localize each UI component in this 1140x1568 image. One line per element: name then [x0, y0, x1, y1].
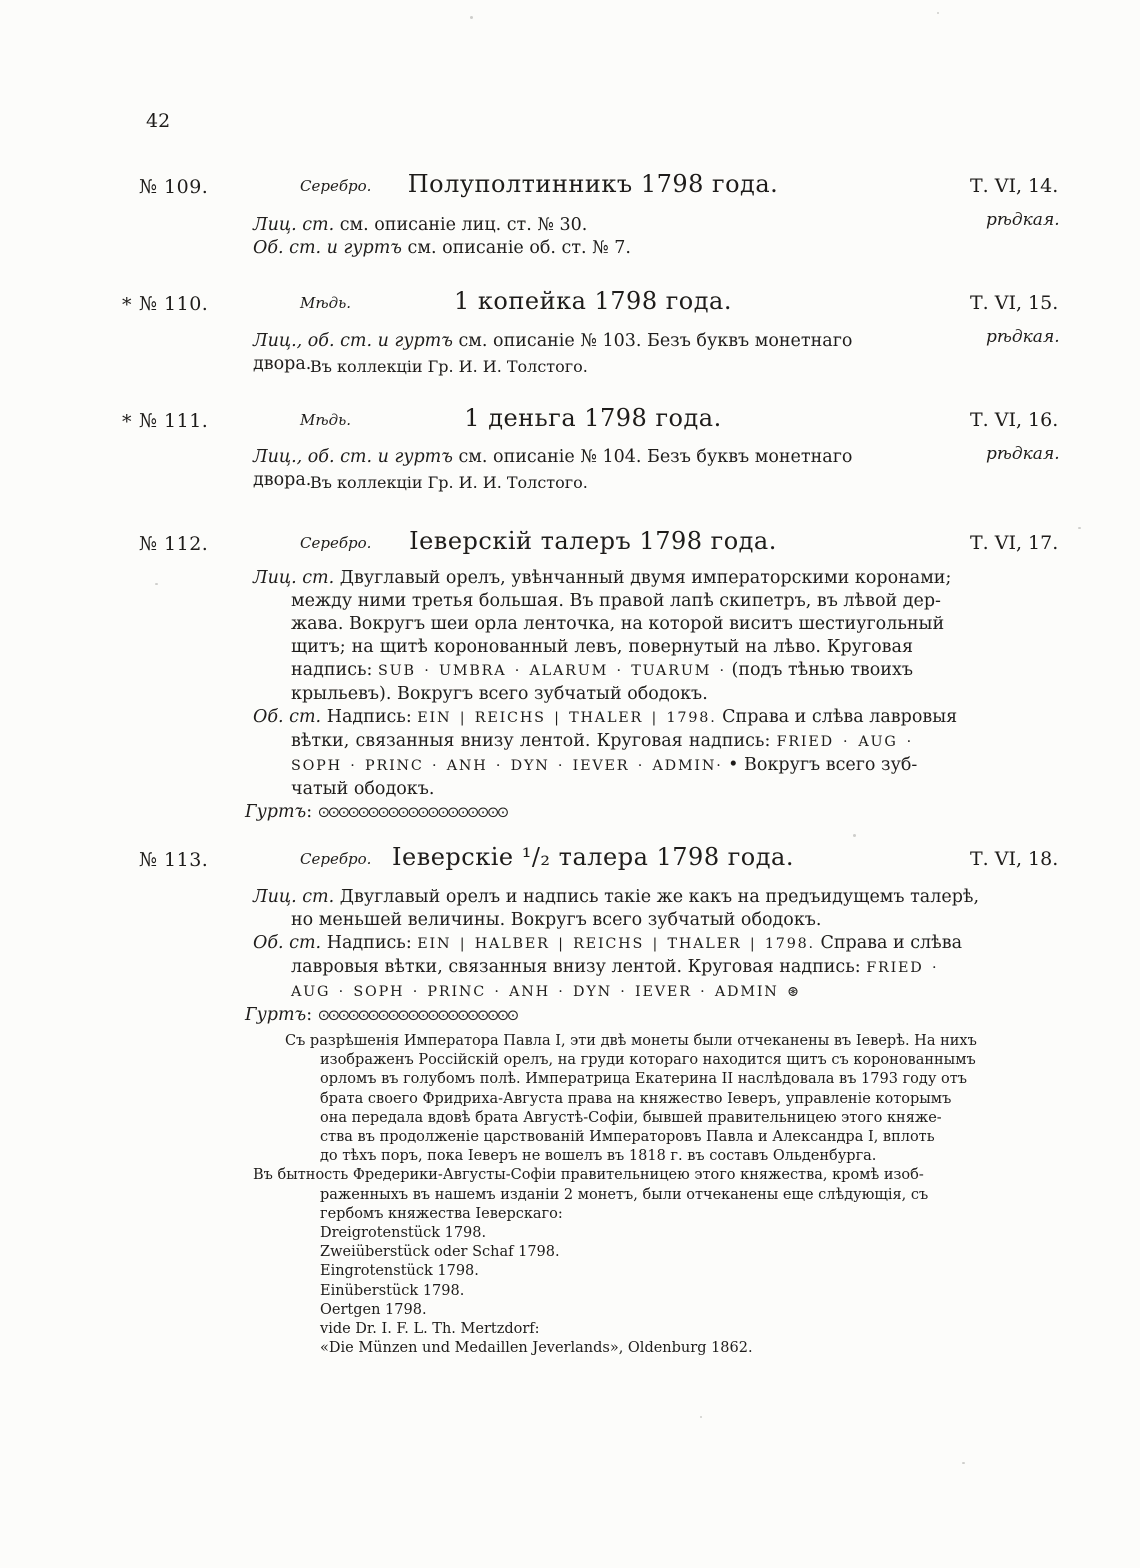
material-label: Серебро.: [300, 534, 372, 552]
italic-segment: Об. ст.: [253, 707, 322, 727]
italic-segment: Лиц., об. ст. и гуртъ: [253, 331, 453, 351]
entry-number: № 111.: [139, 410, 209, 432]
text-segment: надпись:: [291, 660, 378, 680]
text-segment: Двуглавый орелъ, увѣнчанный двумя императорскими коронами;: [334, 568, 952, 588]
text-line: [253, 932, 963, 956]
scan-speck: [962, 1462, 965, 1464]
italic-segment: Лиц. ст.: [253, 887, 335, 907]
entry-number: № 113.: [139, 849, 209, 871]
entry-title: Іеверскіе ¹/₂ талера 1798 года.: [392, 843, 794, 871]
text-line: [253, 636, 913, 659]
text-line: [253, 1032, 977, 1051]
text-line: [253, 956, 939, 980]
text-line: [253, 778, 913, 801]
edge-inscription: [245, 801, 913, 824]
list-item: Dreigrotenstück 1798.: [320, 1225, 487, 1242]
plate-reference: Т. VI, 18.: [970, 848, 1059, 870]
scan-speck: [700, 1416, 702, 1418]
text-segment: Надпись:: [321, 707, 418, 727]
text-line: [253, 1186, 929, 1205]
page-number: 42: [146, 110, 171, 132]
italic-segment: Лиц. ст.: [253, 568, 335, 588]
list-item: «Die Münzen und Medaillen Jeverlands», Oldenburg 1862.: [320, 1340, 753, 1357]
collection-note: Въ коллекціи Гр. И. И. Толстого.: [310, 473, 588, 492]
text-line: [253, 613, 945, 636]
italic-segment: Об. ст.: [253, 933, 322, 953]
material-label: Серебро.: [300, 177, 372, 195]
text-segment: см. описаніе лиц. ст. № 30.: [334, 215, 588, 235]
scan-speck: [937, 12, 939, 14]
text-segment: см. описаніе об. ст. № 7.: [401, 238, 631, 258]
list-item: Zweiüberstück oder Schaf 1798.: [320, 1244, 560, 1261]
text-segment: щитъ; на щитѣ коронованный левъ, повернутый на лѣво. Круговая: [291, 637, 913, 657]
text-segment: Въ бытность Фредерики-Августы-Софіи правительницею этого княжества, кромѣ изоб-: [253, 1167, 924, 1184]
text-segment: :: [306, 1005, 318, 1025]
entry-number: № 112.: [139, 533, 209, 555]
chain-ornament: ⊙⊙⊙⊙⊙⊙⊙⊙⊙⊙⊙⊙⊙⊙⊙⊙⊙⊙⊙⊙: [317, 1006, 517, 1024]
text-line: [253, 1051, 976, 1070]
entry-title: 1 деньга 1798 года.: [464, 404, 722, 432]
text-segment: но меньшей величины. Вокругъ всего зубчатый ободокъ.: [291, 910, 822, 930]
rarity-note: рѣдкая.: [986, 327, 1060, 347]
inscription-segment: SOPH · PRINC · ANH · DYN · IEVER · ADMIN·: [291, 758, 723, 774]
collection-note: Въ коллекціи Гр. И. И. Толстого.: [310, 357, 588, 376]
entry-description: [245, 886, 980, 1027]
text-line: [253, 214, 913, 237]
text-segment: лавровыя вѣтки, связанныя внизу лентой. Круговая надпись:: [291, 957, 867, 977]
text-line: [253, 886, 980, 909]
inscription-segment: EIN | HALBER | REICHS | THALER | 1798.: [417, 936, 815, 952]
text-segment: между ними третья большая. Въ правой лапѣ скипетръ, въ лѣвой дер-: [291, 591, 941, 611]
text-segment: крыльевъ). Вокругъ всего зубчатый ободокъ.: [291, 684, 708, 704]
text-segment: • Вокругъ всего зуб-: [722, 755, 918, 775]
reverse-description: [253, 932, 963, 1004]
inscription-segment: SUB · UMBRA · ALARUM · TUARUM ·: [378, 663, 726, 679]
text-line: [253, 1128, 935, 1147]
inscription-segment: FRIED ·: [866, 960, 939, 976]
entry-title: Іеверскій талеръ 1798 года.: [409, 527, 777, 555]
list-item: Einüberstück 1798.: [320, 1282, 465, 1299]
text-segment: ства въ продолженіе царствованій Императоровъ Павла и Александра I, вплоть: [320, 1129, 935, 1146]
text-segment: (подъ тѣнью твоихъ: [725, 660, 913, 680]
text-line: [253, 754, 918, 778]
inscription-segment: FRIED · AUG ·: [776, 734, 913, 750]
text-segment: Двуглавый орелъ и надпись такіе же какъ на предъидущемъ талерѣ,: [334, 887, 980, 907]
entry-description: [245, 567, 958, 824]
text-line: [253, 1109, 942, 1128]
star-marker: *: [122, 411, 132, 433]
text-line: [253, 1070, 967, 1089]
text-line: [253, 237, 913, 260]
list-item: vide Dr. I. F. L. Th. Mertzdorf:: [320, 1321, 540, 1338]
text-segment: Съ разрѣшенія Императора Павла I, эти двѣ монеты были отчеканены въ Іеверѣ. На нихъ: [285, 1033, 977, 1049]
text-segment: Справа и слѣва лавровыя: [716, 707, 958, 727]
obverse-description: [253, 567, 952, 706]
text-line: [253, 567, 952, 590]
text-segment: изображенъ Россійскій орелъ, на груди котораго находится щитъ съ коронованнымъ: [320, 1052, 976, 1069]
list-item: Eingrotenstück 1798.: [320, 1263, 479, 1280]
entry-title: 1 копейка 1798 года.: [454, 287, 732, 315]
text-segment: раженныхъ въ нашемъ изданіи 2 монетъ, были отчеканены еще слѣдующія, съ: [320, 1186, 929, 1203]
material-label: Серебро.: [300, 850, 372, 868]
obverse-description: [253, 886, 980, 932]
text-segment: см. описаніе № 103. Безъ буквъ монетнаго двора.: [253, 331, 853, 374]
material-label: Мѣдь.: [300, 294, 352, 312]
rarity-note: рѣдкая.: [986, 444, 1060, 464]
text-segment: орломъ въ голубомъ полѣ. Императрица Екатерина II наслѣдовала въ 1793 году отъ: [320, 1071, 967, 1088]
text-line: [253, 980, 913, 1004]
text-line: [253, 909, 913, 932]
text-segment: чатый ободокъ.: [291, 779, 435, 799]
text-line: [253, 683, 913, 706]
italic-segment: Лиц. ст.: [253, 215, 335, 235]
text-line: [253, 659, 913, 683]
text-segment: брата своего Фридриха-Августа права на княжество Іеверъ, управленіе которымъ: [320, 1090, 952, 1107]
scan-speck: [470, 16, 473, 19]
text-line: [253, 590, 941, 613]
text-segment: жава. Вокругъ шеи орла ленточка, на которой виситъ шестиугольный: [291, 614, 945, 634]
chain-ornament: ⊙⊙⊙⊙⊙⊙⊙⊙⊙⊙⊙⊙⊙⊙⊙⊙⊙⊙⊙: [317, 803, 507, 821]
text-line: [253, 1090, 952, 1109]
text-line: [245, 1004, 913, 1027]
entry-title: Полуполтинникъ 1798 года.: [407, 170, 779, 198]
plate-reference: Т. VI, 16.: [970, 409, 1059, 431]
footnote-paragraph-1: [253, 1032, 977, 1166]
text-segment: Справа и слѣва: [814, 933, 963, 953]
scan-speck: [1078, 527, 1081, 529]
footnote-block: [253, 1032, 977, 1358]
entry-number: № 109.: [139, 176, 209, 198]
material-label: Мѣдь.: [300, 411, 352, 429]
star-marker: *: [122, 294, 132, 316]
text-line: [245, 801, 913, 824]
coin-list: [253, 1224, 913, 1358]
reverse-description: [253, 706, 958, 801]
entry-description: [253, 214, 913, 260]
scan-speck: [155, 583, 158, 585]
text-segment: :: [306, 802, 318, 822]
text-line: [253, 730, 913, 754]
text-segment: до тѣхъ поръ, пока Іеверъ не вошелъ въ 1818 г. въ составъ Ольденбурга.: [320, 1148, 877, 1165]
rarity-note: рѣдкая.: [986, 210, 1060, 230]
italic-segment: Об. ст. и гуртъ: [253, 238, 402, 258]
footnote-paragraph-2: [253, 1166, 929, 1224]
italic-segment: Гуртъ: [245, 1005, 307, 1025]
plate-reference: Т. VI, 17.: [970, 532, 1059, 554]
plate-reference: Т. VI, 14.: [970, 175, 1059, 197]
italic-segment: Лиц., об. ст. и гуртъ: [253, 447, 453, 467]
list-item: Oertgen 1798.: [320, 1301, 427, 1318]
inscription-segment: EIN | REICHS | THALER | 1798.: [417, 710, 717, 726]
text-line: [253, 1205, 913, 1224]
text-segment: она передала вдовѣ брата Августѣ-Софіи, бывшей правительницею этого княже-: [320, 1109, 942, 1126]
plate-reference: Т. VI, 15.: [970, 292, 1059, 314]
text-line: [253, 1147, 913, 1166]
text-line: [253, 706, 958, 730]
text-segment: Надпись:: [321, 933, 418, 953]
text-segment: см. описаніе № 104. Безъ буквъ монетнаго двора.: [253, 447, 853, 490]
scan-speck: [853, 834, 856, 837]
entry-header: [0, 843, 1140, 891]
text-segment: гербомъ княжества Іеверскаго:: [320, 1205, 563, 1222]
edge-inscription: [245, 1004, 913, 1027]
text-segment: вѣтки, связанныя внизу лентой. Круговая надпись:: [291, 731, 777, 751]
entry-number: № 110.: [139, 293, 209, 315]
inscription-segment: AUG · SOPH · PRINC · ANH · DYN · IEVER · ADMIN ⊛: [291, 984, 801, 1000]
text-line: [253, 1166, 924, 1185]
italic-segment: Гуртъ: [245, 802, 307, 822]
